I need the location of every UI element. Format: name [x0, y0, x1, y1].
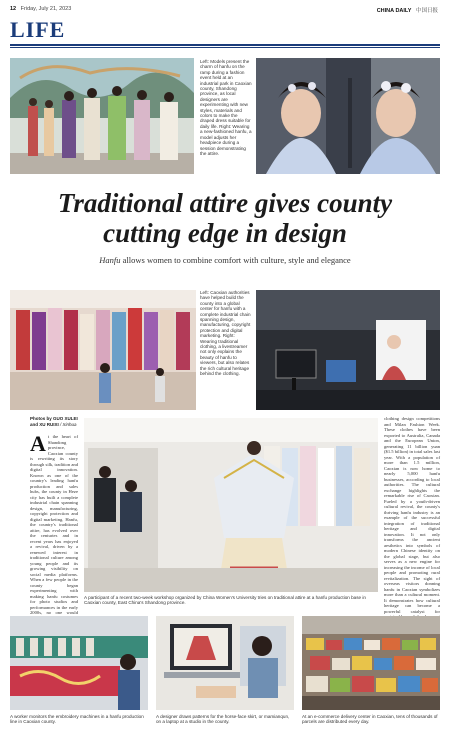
photo-hanfu-shop [10, 290, 196, 410]
section-title: LIFE [10, 17, 66, 42]
caption-top: Left: Models present the charm of hanfu on the ramp during a fashion event held at an industrial park in Caoxian county, Shandong province, as local designers are experimenting with new styles, materials and colors to make the draped dress suitable for daily life. Right: Wearing a new-fashioned hanfu, a model adjusts her headpiece during a session demonstrating the attire. [200, 59, 252, 156]
caption-center-photo: A participant of a recent two-week workshop organized by China Women's University tries on traditional attire at a hanfu production base in Caoxian county, East China's Shandong province. [84, 595, 366, 606]
deck [0, 255, 450, 265]
photo-delivery-center [302, 616, 440, 710]
photo-livestreamer [256, 290, 440, 410]
article-column-3: clothing design competitions and Milan Fashion Week. These clothes have been exported to Australia, Canada and the European Union, generating 11 billion yuan ($1.5 billion) in total sales last year. With a population of more than 1.5 million, Caoxian is now home to nearly 5,000 hanfu businesses, according to local authorities. The cultural exchange highlights the remarkable rise of Caoxian. Fueled by a youth-driven cultural revival, the county's thriving hanfu industry is an example of the successful integration of traditional heritage and digital innovation. It not only transforms the ancient aesthetics into symbols of modern Chinese identity on the global stage, but also serves as a new engine for increasing the income of local people and promoting rural revitalization. The sight of overseas visitors donning hanfu in Caoxian symbolizes more than a cultural moment. It demonstrates how cultural heritage can become a powerful catalyst for [384, 416, 440, 614]
caption-middle: Left: Caoxian authorities have helped build the county into a global center for hanfu with a complete industrial chain spanning design, manufacturing, copyright protection and digital marketing. Right: Wearing traditional clothing, a livestreamer not only explains the beauty of hanfu to viewers, but also relates the rich cultural heritage behind the clothing. [200, 290, 251, 377]
photo-workshop-participant [84, 418, 378, 592]
photo-credit [30, 416, 78, 427]
caption-bottom-right: At an e-commerce delivery center in Caoxian, tens of thousands of parcels are distributed every day. [302, 714, 438, 725]
article-column-1 [30, 431, 78, 615]
photo-credit-line1: Photos by GUO XULEI [30, 416, 78, 421]
photo-credit-agency: / Xinhua [60, 421, 77, 427]
photo-runway-models [10, 58, 194, 174]
section-rule [10, 44, 440, 46]
page-header-right [377, 6, 438, 14]
deck-text: allows women to combine comfort with culture, style and elegance [122, 255, 351, 265]
issue-date: Friday, July 21, 2023 [20, 6, 72, 12]
photo-embroidery-machines [10, 616, 148, 710]
page-header-left [10, 6, 71, 12]
paper-name-cn: 中国日报 [415, 8, 438, 14]
photo-designer-laptop [156, 616, 294, 710]
article-dropcap: A [30, 431, 46, 456]
section-rule-thin [10, 47, 440, 48]
page-number: 12 [10, 6, 17, 12]
photo-credit-line2: and XU RUIXI [30, 421, 59, 427]
paper-name: CHINA DAILY [376, 8, 412, 14]
deck-lead-word: Hanfu [99, 255, 121, 265]
headline [0, 188, 450, 248]
article-col1-text: t the heart of Shandong province, Caoxian county is rewriting its story through silk, tradition and digital innovation. Known as one of the country's leading hanfu production and sales hubs, the county in Heze city has built a complete industrial chain spanning design, manufacturing, copyright protection and digital marketing. Hanfu, the country's traditional attire, has evolved over the centuries and in recent years has enjoyed a revival, driven by a renewed interest in traditional culture among young people and its growing visibility on social media platforms. When a few people in the county began experimenting with making hanfu costumes for photo studios and performances in the early 2000s, no one would [30, 434, 78, 615]
caption-bottom-left: A worker monitors the embroidery machines in a hanfu production line in Caoxian county. [10, 714, 144, 725]
caption-bottom-center: A designer draws patterns for the horse-face skirt, or mamianqun, on a laptop at a studio in the county. [156, 714, 290, 725]
headline-line2: cutting edge in design [103, 218, 347, 248]
headline-line1: Traditional attire gives county [57, 188, 393, 218]
photo-model-headpiece [256, 58, 440, 174]
